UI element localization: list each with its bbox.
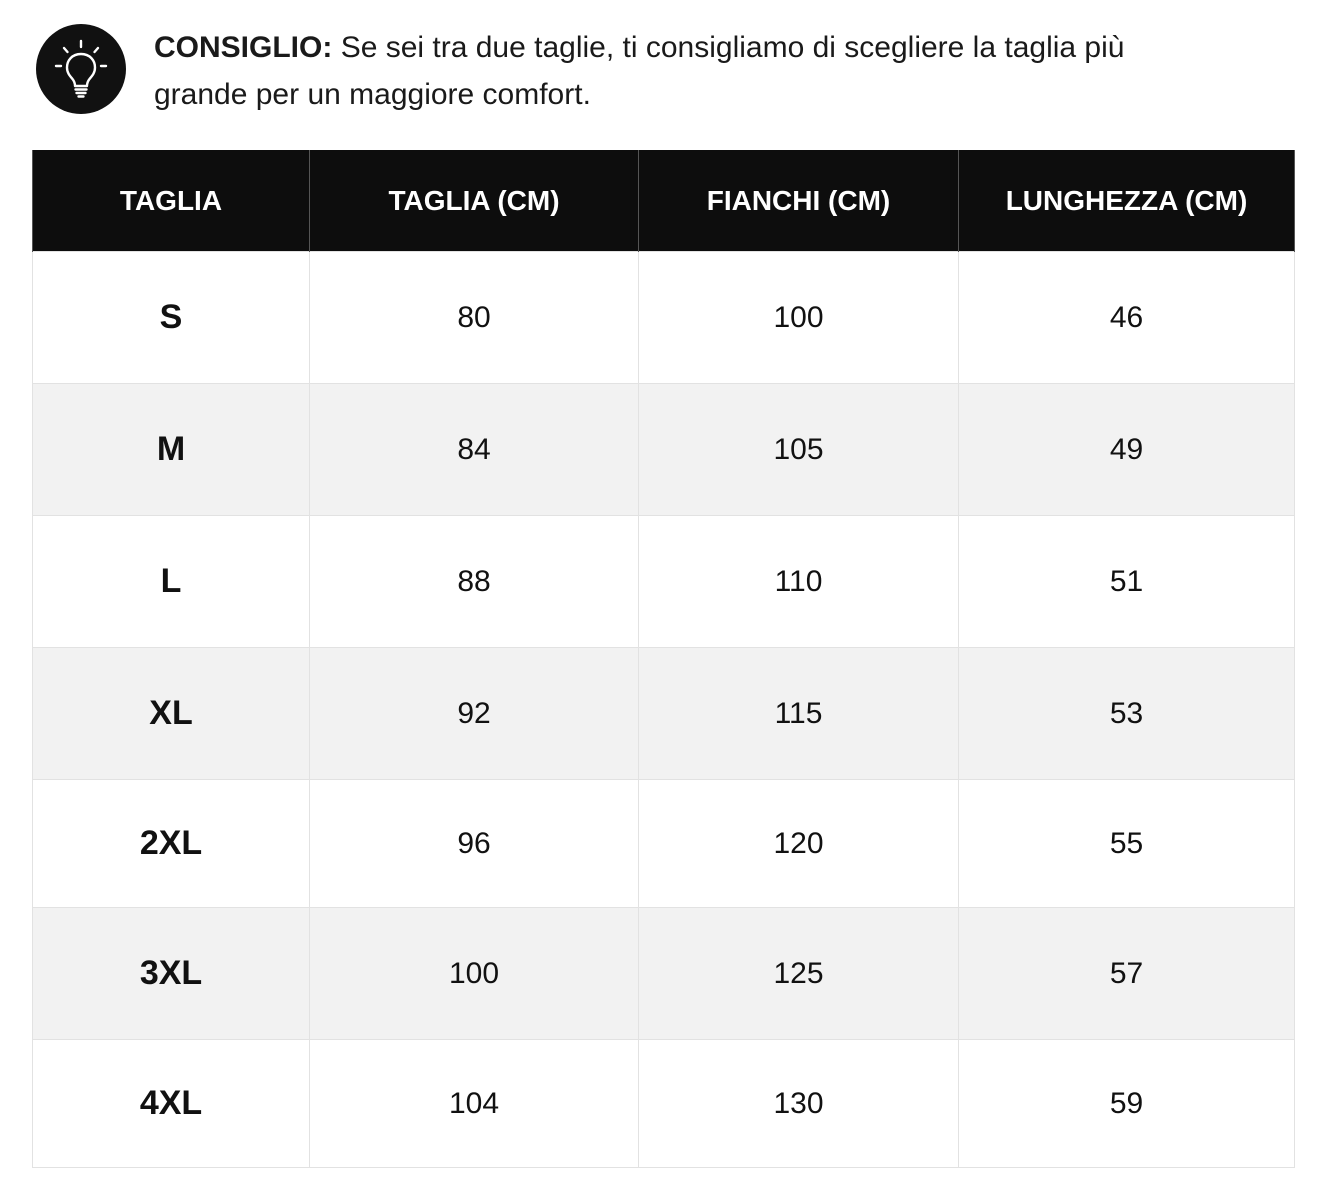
size-cm-cell: 100 xyxy=(310,908,639,1040)
header-hips-cm: FIANCHI (CM) xyxy=(639,150,959,252)
hips-cell: 130 xyxy=(639,1040,959,1168)
table-row xyxy=(33,252,1295,384)
size-cm-cell: 96 xyxy=(310,780,639,908)
size-cell: 2XL xyxy=(33,780,310,908)
table-row xyxy=(33,1040,1295,1168)
hips-cell: 110 xyxy=(639,516,959,648)
size-cell: 3XL xyxy=(33,908,310,1040)
hips-cell: 120 xyxy=(639,780,959,908)
length-cell: 46 xyxy=(959,252,1295,384)
size-chart-table xyxy=(32,150,1295,1168)
size-cell: M xyxy=(33,384,310,516)
hips-cell: 115 xyxy=(639,648,959,780)
tip-message xyxy=(154,24,1194,118)
length-cell: 57 xyxy=(959,908,1295,1040)
hips-cell: 125 xyxy=(639,908,959,1040)
size-cell: L xyxy=(33,516,310,648)
size-cell: 4XL xyxy=(33,1040,310,1168)
length-cell: 53 xyxy=(959,648,1295,780)
length-cell: 59 xyxy=(959,1040,1295,1168)
lightbulb-icon xyxy=(36,24,126,114)
table-row xyxy=(33,780,1295,908)
size-cm-cell: 80 xyxy=(310,252,639,384)
size-tip xyxy=(36,24,1296,116)
table-row xyxy=(33,648,1295,780)
hips-cell: 100 xyxy=(639,252,959,384)
hips-cell: 105 xyxy=(639,384,959,516)
size-cell: XL xyxy=(33,648,310,780)
size-cm-cell: 88 xyxy=(310,516,639,648)
length-cell: 55 xyxy=(959,780,1295,908)
header-length-cm: LUNGHEZZA (CM) xyxy=(959,150,1295,252)
length-cell: 51 xyxy=(959,516,1295,648)
size-cm-cell: 84 xyxy=(310,384,639,516)
table-row xyxy=(33,516,1295,648)
table-header-row xyxy=(33,150,1295,252)
header-size: TAGLIA xyxy=(33,150,310,252)
header-size-cm: TAGLIA (CM) xyxy=(310,150,639,252)
table-row xyxy=(33,908,1295,1040)
tip-label: CONSIGLIO: xyxy=(154,31,333,64)
tip-body: Se sei tra due taglie, ti consigliamo di scegliere la taglia più grande per un maggiore comfort. xyxy=(154,31,1125,111)
size-cm-cell: 104 xyxy=(310,1040,639,1168)
length-cell: 49 xyxy=(959,384,1295,516)
size-cell: S xyxy=(33,252,310,384)
table-row xyxy=(33,384,1295,516)
size-cm-cell: 92 xyxy=(310,648,639,780)
